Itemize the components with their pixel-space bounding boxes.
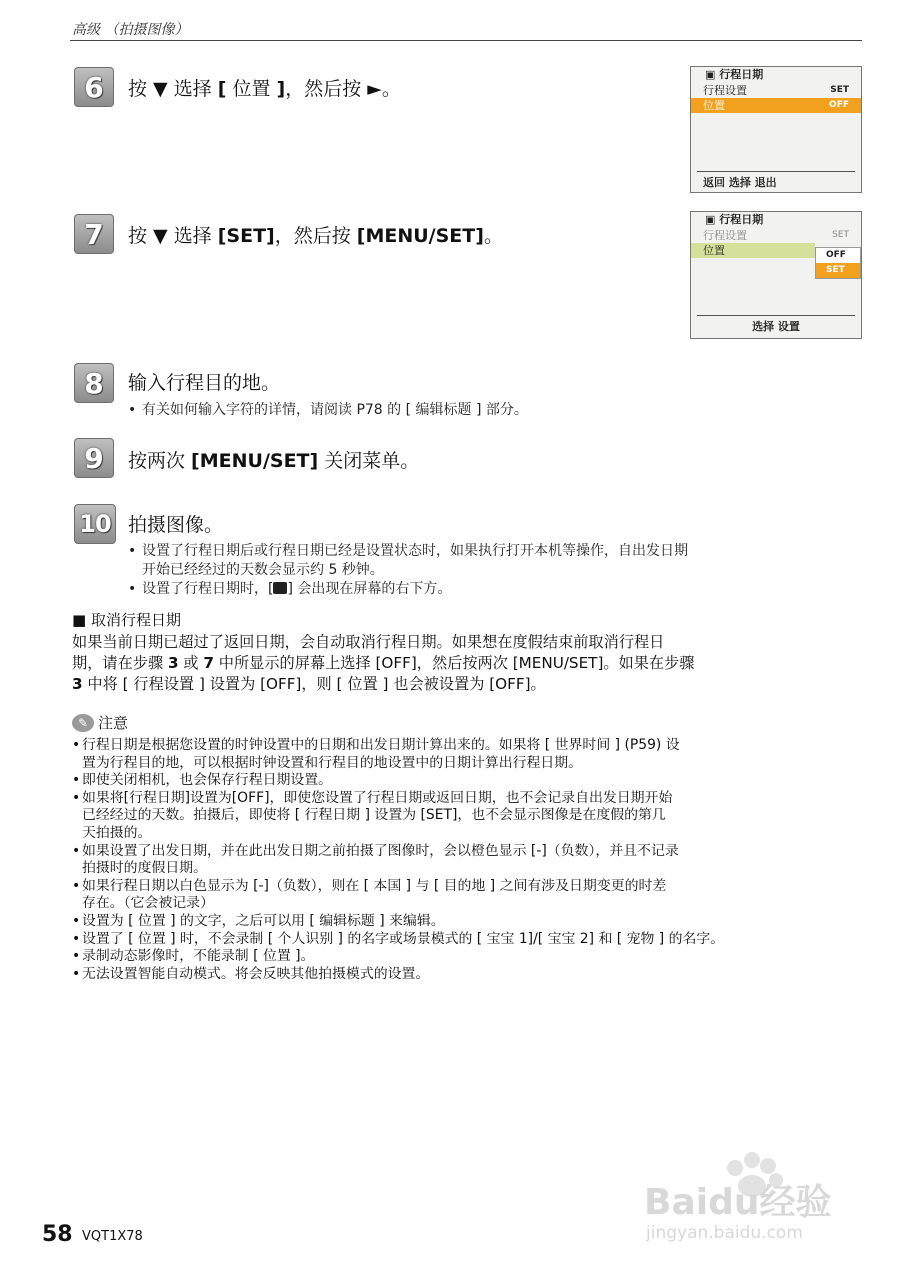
notes-list: [72, 737, 867, 983]
header-rule: [70, 40, 862, 41]
note-item: • 即使关闭相机，也会保存行程日期设置。: [72, 772, 867, 790]
note-item: • 无法设置智能自动模式。将会反映其他拍摄模式的设置。: [72, 966, 867, 984]
option-popup: [815, 247, 861, 279]
screen-divider: [697, 171, 855, 172]
cancel-heading: ■ 取消行程日期: [72, 611, 181, 629]
header-title: 高级 （拍摄图像）: [72, 22, 189, 38]
step-9-number: 9: [74, 438, 114, 478]
screen-footer: 返回 选择 退出: [703, 176, 777, 189]
step-8-note: • 有关如何输入字符的详情，请阅读 P78 的 [ 编辑标题 ] 部分。: [128, 402, 528, 418]
baidu-watermark: [640, 1150, 860, 1250]
menu-row-travel-setup: 行程设置 SET: [703, 229, 849, 242]
step-7-text: 按 ▼ 选择 [SET]，然后按 [MENU/SET]。: [128, 225, 503, 247]
note-item: • 如果行程日期以白色显示为 [-]（负数），则在 [ 本国 ] 与 [ 目的地 ] 之间有涉及日期变更的时差 存在。（它会被记录）: [72, 878, 867, 913]
suitcase-icon: ▣: [705, 213, 716, 226]
step-7-number: 7: [74, 214, 114, 254]
menu-row-location: 位置: [691, 243, 815, 258]
watermark-brand: Baidu经验: [644, 1182, 832, 1223]
note-item: • 录制动态影像时，不能录制 [ 位置 ]。: [72, 948, 867, 966]
baidu-paw-icon: [640, 1150, 860, 1250]
cancel-paragraph: 如果当前日期已超过了返回日期，会自动取消行程日期。如果想在度假结束前取消行程日 期，请在步骤 3 或 7 中所显示的屏幕上选择 [OFF]，然后按两次 [MENU/SET]。如果在步骤 3 中将 [ 行程设置 ] 设置为 [OFF]，则 [ 位置 ] 也会被设置为 [OFF]。: [72, 633, 695, 693]
note-item: • 设置为 [ 位置 ] 的文字，之后可以用 [ 编辑标题 ] 来编辑。: [72, 913, 867, 931]
step-6-text: 按 ▼ 选择 [ 位置 ]，然后按 ►。: [128, 78, 401, 100]
camera-screen-set-option: [690, 211, 862, 339]
step-10-note-2: • 设置了行程日期时，[ ] 会出现在屏幕的右下方。: [128, 581, 452, 597]
note-item: • 行程日期是根据您设置的时钟设置中的日期和出发日期计算出来的。如果将 [ 世界时间 ] (P59) 设 置为行程目的地，可以根据时钟设置和行程目的地设置中的日期计算出行程日期。: [72, 737, 867, 772]
page-code: VQT1X78: [82, 1229, 143, 1244]
step-10-note-1: • 设置了行程日期后或行程日期已经是设置状态时，如果执行打开本机等操作，自出发日期: [128, 543, 688, 559]
screen-title: ▣ 行程日期: [705, 68, 764, 81]
notes-heading: ✎ 注意: [72, 712, 128, 733]
step-9-text: 按两次 [MENU/SET] 关闭菜单。: [128, 450, 420, 472]
watermark-url: jingyan.baidu.com: [646, 1223, 803, 1243]
camera-screen-location-menu: [690, 66, 862, 193]
step-10-number: 10: [74, 504, 116, 544]
suitcase-icon: [273, 582, 287, 594]
step-8-text: 输入行程目的地。: [128, 372, 281, 394]
menu-row-travel-setup: 行程设置 SET: [703, 84, 849, 97]
screen-divider: [697, 315, 855, 316]
step-10-note-1-cont: 开始已经经过的天数会显示约 5 秒钟。: [142, 562, 384, 578]
option-set: SET: [816, 263, 860, 278]
step-6-number: 6: [74, 67, 114, 107]
menu-row-location: 位置 OFF: [691, 98, 861, 113]
option-off: OFF: [826, 250, 846, 260]
screen-footer: 选择 设置: [752, 320, 800, 333]
suitcase-icon: ▣: [705, 68, 716, 81]
note-item: • 如果设置了出发日期，并在此出发日期之前拍摄了图像时，会以橙色显示 [-]（负数），并且不记录 拍摄时的度假日期。: [72, 843, 867, 878]
step-8-number: 8: [74, 363, 114, 403]
note-item: • 设置了 [ 位置 ] 时，不会录制 [ 个人识别 ] 的名字或场景模式的 [ 宝宝 1]/[ 宝宝 2] 和 [ 宠物 ] 的名字。: [72, 931, 867, 949]
page-number: 58: [42, 1222, 73, 1247]
pencil-note-icon: ✎: [72, 714, 94, 732]
step-10-text: 拍摄图像。: [128, 514, 224, 536]
note-item: • 如果将[行程日期]设置为[OFF]，即使您设置了行程日期或返回日期，也不会记录自出发日期开始 已经经过的天数。拍摄后，即使将 [ 行程日期 ] 设置为 [SET]，也不会显示图像是在度假的第几 天拍摄的。: [72, 790, 867, 843]
step-10-notes: [128, 542, 868, 599]
screen-title: ▣ 行程日期: [705, 213, 764, 226]
